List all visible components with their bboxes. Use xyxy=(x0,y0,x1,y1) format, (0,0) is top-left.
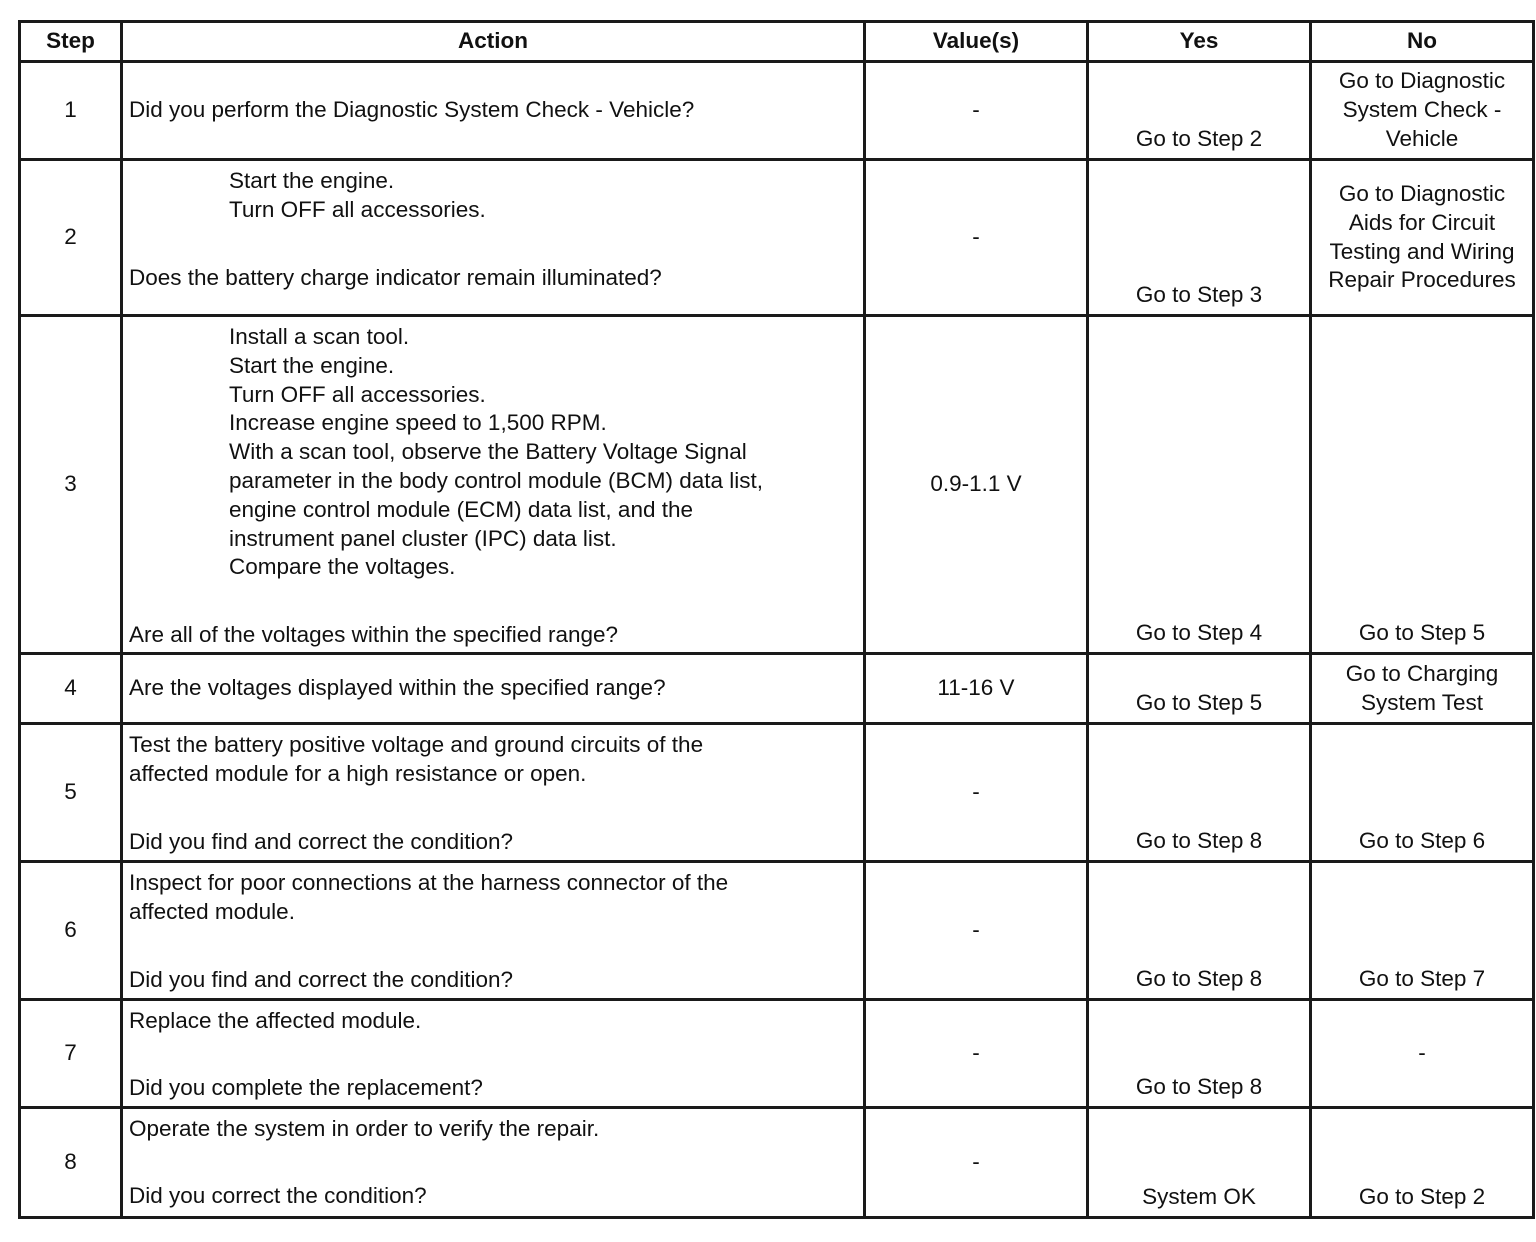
action-cell xyxy=(122,1108,865,1218)
no-cell: Go to Diagnostic System Check - Vehicle xyxy=(1311,62,1534,160)
action-cell xyxy=(122,862,865,1000)
step-number: 8 xyxy=(20,1108,122,1218)
yes-cell: Go to Step 2 xyxy=(1088,62,1311,160)
instruction-item: Increase engine speed to 1,500 RPM. xyxy=(229,410,607,436)
action-question: Are all of the voltages within the specified range? xyxy=(129,622,619,648)
no-cell: Go to Step 2 xyxy=(1311,1108,1534,1218)
yes-cell: Go to Step 8 xyxy=(1088,862,1311,1000)
instruction-item: Test the battery positive voltage and ground circuits of the xyxy=(129,732,704,757)
no-cell: Go to Step 6 xyxy=(1311,724,1534,862)
step-number: 5 xyxy=(20,724,122,862)
no-cell: Go to Step 7 xyxy=(1311,862,1534,1000)
step-number: 7 xyxy=(20,1000,122,1108)
no-cell: Go to Step 5 xyxy=(1311,316,1534,654)
value-cell: - xyxy=(865,862,1088,1000)
no-cell: - xyxy=(1311,1000,1534,1108)
instruction-list xyxy=(129,323,857,582)
instruction-item: Compare the voltages. xyxy=(229,554,456,580)
instruction-item: Turn OFF all accessories. xyxy=(229,381,486,407)
instruction-item: affected module for a high resistance or open. xyxy=(129,760,587,786)
yes-cell: Go to Step 3 xyxy=(1088,160,1311,316)
step-number: 4 xyxy=(20,654,122,724)
action-question: Did you perform the Diagnostic System Check - Vehicle? xyxy=(122,62,865,160)
yes-cell: Go to Step 5 xyxy=(1088,654,1311,724)
table-row xyxy=(20,654,1534,724)
instruction-item: parameter in the body control module (BCM) data list, xyxy=(229,467,763,493)
instruction-item: Install a scan tool. xyxy=(229,324,410,349)
instruction-item: With a scan tool, observe the Battery Voltage Signal xyxy=(229,439,747,465)
value-cell: 0.9-1.1 V xyxy=(865,316,1088,654)
instruction-item: Replace the affected module. xyxy=(129,1008,422,1033)
no-cell: Go to Charging System Test xyxy=(1311,654,1534,724)
yes-cell: Go to Step 4 xyxy=(1088,316,1311,654)
table-row xyxy=(20,1108,1534,1218)
header-yes: Yes xyxy=(1088,22,1311,62)
header-no: No xyxy=(1311,22,1534,62)
instruction-item: Operate the system in order to verify the repair. xyxy=(129,1116,600,1141)
no-cell: Go to Diagnostic Aids for Circuit Testing and Wiring Repair Procedures xyxy=(1311,160,1534,316)
value-cell: - xyxy=(865,160,1088,316)
table-row xyxy=(20,1000,1534,1108)
action-question: Did you correct the condition? xyxy=(129,1182,427,1208)
yes-cell: Go to Step 8 xyxy=(1088,724,1311,862)
action-question: Are the voltages displayed within the specified range? xyxy=(122,654,865,724)
instruction-item: Start the engine. xyxy=(229,168,395,193)
value-cell: - xyxy=(865,724,1088,862)
yes-cell: Go to Step 8 xyxy=(1088,1000,1311,1108)
action-question: Did you complete the replacement? xyxy=(129,1074,483,1100)
instruction-item: engine control module (ECM) data list, and the xyxy=(229,496,693,522)
instruction-item: affected module. xyxy=(129,898,295,924)
table-row xyxy=(20,62,1534,160)
header-step: Step xyxy=(20,22,122,62)
header-row xyxy=(20,22,1534,62)
instruction-item: Start the engine. xyxy=(229,352,395,378)
action-cell xyxy=(122,724,865,862)
yes-cell: System OK xyxy=(1088,1108,1311,1218)
step-number: 6 xyxy=(20,862,122,1000)
table-row xyxy=(20,316,1534,654)
table-row xyxy=(20,160,1534,316)
action-cell xyxy=(122,316,865,654)
action-question: Does the battery charge indicator remain illuminated? xyxy=(129,264,662,290)
instruction-list xyxy=(129,167,857,225)
table-row xyxy=(20,724,1534,862)
value-cell: - xyxy=(865,1108,1088,1218)
instruction-item: Turn OFF all accessories. xyxy=(229,196,486,222)
header-values: Value(s) xyxy=(865,22,1088,62)
step-number: 3 xyxy=(20,316,122,654)
step-number: 2 xyxy=(20,160,122,316)
action-question: Did you find and correct the condition? xyxy=(129,966,513,992)
header-action: Action xyxy=(122,22,865,62)
value-cell: - xyxy=(865,62,1088,160)
action-cell xyxy=(122,1000,865,1108)
instruction-item: instrument panel cluster (IPC) data list. xyxy=(229,525,617,551)
value-cell: - xyxy=(865,1000,1088,1108)
diagnostic-table xyxy=(18,20,1535,1219)
table-row xyxy=(20,862,1534,1000)
instruction-item: Inspect for poor connections at the harness connector of the xyxy=(129,870,729,895)
step-number: 1 xyxy=(20,62,122,160)
action-cell xyxy=(122,160,865,316)
action-question: Did you find and correct the condition? xyxy=(129,828,513,854)
value-cell: 11-16 V xyxy=(865,654,1088,724)
